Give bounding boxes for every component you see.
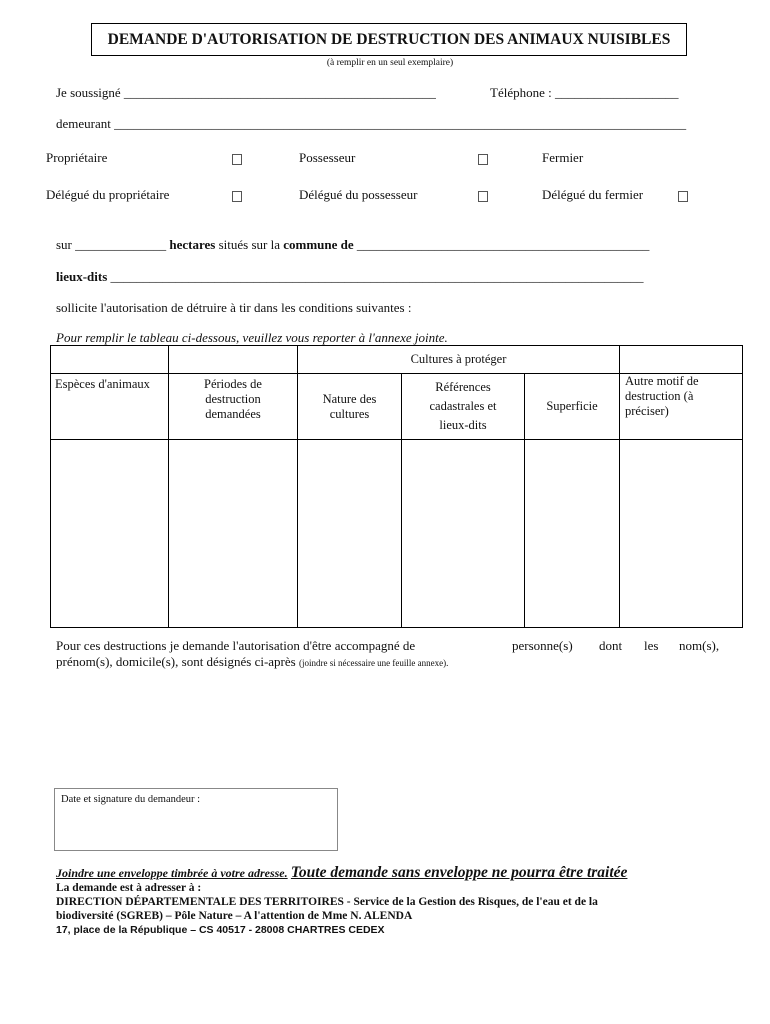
demeurant-field[interactable]: ________________________________________________________________________________________ — [114, 116, 687, 131]
col-superficie: Superficie — [525, 374, 620, 440]
form-subtitle: (à remplir en un seul exemplaire) — [326, 58, 454, 68]
accompany-line1-a: Pour ces destructions je demande l'autorisation d'être accompagné de — [56, 638, 416, 653]
checkbox-proprietaire[interactable] — [232, 152, 242, 170]
signature-box[interactable] — [54, 788, 338, 851]
cell-superficie[interactable] — [525, 440, 620, 628]
role-fermier-label: Fermier — [542, 150, 584, 165]
col-nature: Nature des cultures — [298, 374, 402, 440]
demeurant-line — [56, 116, 686, 132]
role-proprietaire-label: Propriétaire — [46, 150, 108, 165]
role-delegue-fermier-label: Délégué du fermier — [542, 187, 644, 202]
hectares-label: hectares — [169, 237, 216, 252]
address-line: 17, place de la République – CS 40517 - 28008 CHARTRES CEDEX — [56, 924, 385, 936]
soussigne-line — [56, 85, 436, 101]
surface-field[interactable]: ______________ — [75, 237, 167, 252]
col-autre: Autre motif de destruction (à préciser) — [620, 374, 743, 440]
adresser-text: La demande est à adresser à : — [56, 882, 202, 894]
cell-autre[interactable] — [620, 440, 743, 628]
accompany-line2-note: (joindre si nécessaire une feuille annexe). — [298, 658, 449, 668]
accompany-line1-c: dont — [599, 638, 623, 653]
checkbox-possesseur[interactable] — [478, 152, 488, 170]
checkbox-delegue-fermier[interactable] — [678, 189, 688, 207]
col-periodes: Périodes de destruction demandées — [169, 374, 298, 440]
col-references: Références cadastrales et lieux-dits — [402, 374, 525, 440]
enveloppe-line — [56, 864, 627, 882]
col-especes: Espèces d'animaux — [51, 374, 169, 440]
cell-especes[interactable] — [51, 440, 169, 628]
direction-service: - Service de la Gestion des Risques, de l'eau et de la — [343, 896, 598, 908]
table-corner-2 — [169, 346, 298, 374]
accompany-line2-text: prénom(s), domicile(s), sont désignés ci-après — [56, 654, 296, 669]
cultures-table — [50, 345, 743, 628]
situes-label: situés sur la — [218, 237, 280, 252]
role-delegue-proprietaire-label: Délégué du propriétaire — [46, 187, 170, 202]
request-text: sollicite l'autorisation de détruire à tir dans les conditions suivantes : — [56, 300, 412, 315]
table-corner-1 — [51, 346, 169, 374]
cell-periodes[interactable] — [169, 440, 298, 628]
signature-label: Date et signature du demandeur : — [61, 794, 201, 805]
demeurant-label: demeurant — [56, 116, 111, 131]
direction-name: DIRECTION DÉPARTEMENTALE DES TERRITOIRES — [56, 896, 344, 908]
lieux-dits-line — [56, 269, 644, 285]
role-delegue-possesseur-label: Délégué du possesseur — [299, 187, 418, 202]
soussigne-field[interactable]: ________________________________________________ — [123, 85, 436, 100]
surface-line — [56, 237, 649, 253]
lieux-dits-field[interactable]: __________________________________________________________________________________ — [110, 269, 644, 284]
commune-label: commune de — [283, 237, 354, 252]
telephone-line — [490, 85, 678, 101]
cell-nature[interactable] — [298, 440, 402, 628]
enveloppe-large: Toute demande sans enveloppe ne pourra être traitée — [290, 864, 628, 881]
checkbox-delegue-possesseur[interactable] — [478, 189, 488, 207]
lieux-dits-label: lieux-dits — [56, 269, 108, 284]
telephone-field[interactable]: ___________________ — [554, 85, 679, 100]
telephone-label: Téléphone : — [490, 85, 552, 100]
cell-references[interactable] — [402, 440, 525, 628]
commune-field[interactable]: _____________________________________________ — [356, 237, 650, 252]
table-instruction: Pour remplir le tableau ci-dessous, veuillez vous reporter à l'annexe jointe. — [56, 330, 448, 345]
sgreb-line: biodiversité (SGREB) – Pôle Nature – A l'attention de Mme N. ALENDA — [56, 910, 413, 922]
role-possesseur-label: Possesseur — [299, 150, 356, 165]
sur-label: sur — [56, 237, 72, 252]
table-corner-3 — [620, 346, 743, 374]
cultures-group-header: Cultures à protéger — [298, 346, 620, 374]
enveloppe-small: Joindre une enveloppe timbrée à votre adresse. — [56, 866, 288, 880]
soussigne-label: Je soussigné — [56, 85, 121, 100]
direction-line — [56, 896, 598, 908]
accompany-line2 — [56, 654, 448, 670]
form-title: DEMANDE D'AUTORISATION DE DESTRUCTION DES ANIMAUX NUISIBLES — [91, 23, 687, 56]
checkbox-delegue-proprietaire[interactable] — [232, 189, 242, 207]
accompany-line1-d: les — [644, 638, 659, 653]
accompany-line1-e: nom(s), — [679, 638, 720, 653]
accompany-line1-b: personne(s) — [512, 638, 573, 653]
